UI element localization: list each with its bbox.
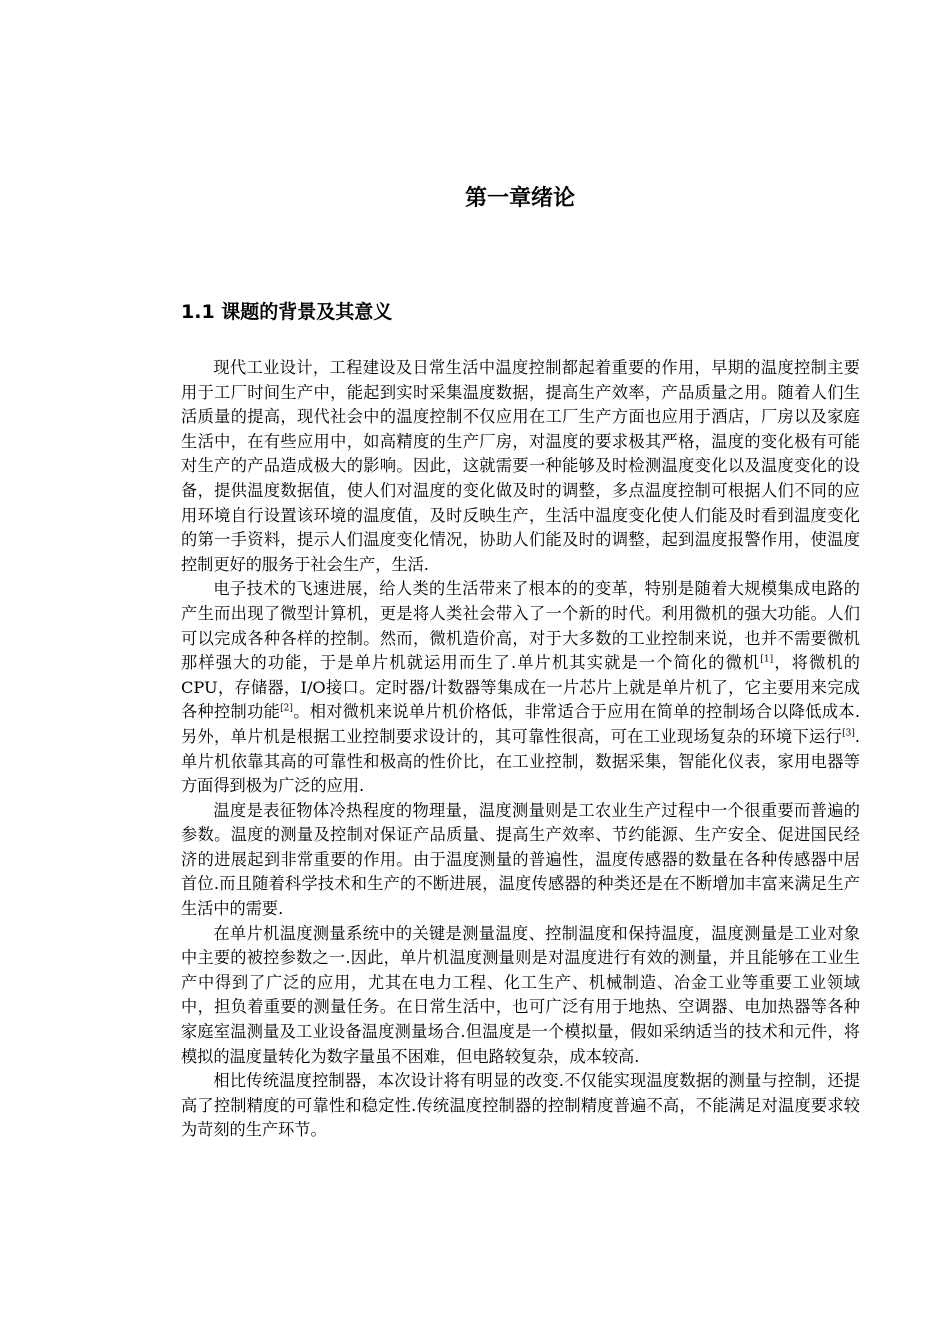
section-heading: 1.1 课题的背景及其意义: [181, 301, 393, 323]
paragraph-5: 相比传统温度控制器，本次设计将有明显的改变.不仅能实现温度数据的测量与控制，还提高了控制精度的可靠性和稳定性.传统温度控制器的控制精度普遍不高，不能满足对温度要求较为苛刻的生产环节。: [181, 1071, 860, 1140]
citation-2: [2]: [280, 704, 293, 715]
paragraph-2-text-a: 电子技术的飞速进展，给人类的生活带来了根本的的变革，特别是随着大规模集成电路的产生而出现了微型计算机，更是将人类社会带入了一个新的时代。利用微机的强大功能。人们可以完成各种各样的控制。然而，微机造价高，对于大多数的工业控制来说，也并不需要微机那样强大的功能，于是单片机就运用而生了.单片机其实就是一个简化的微机: [181, 579, 860, 673]
paragraph-4: 在单片机温度测量系统中的关键是测量温度、控制温度和保持温度，温度测量是工业对象中主要的被控参数之一.因此，单片机温度测量则是对温度进行有效的测量，并且能够在工业生产中得到了广泛的应用，尤其在电力工程、化工生产、机械制造、冶金工业等重要工业领域中，担负着重要的测量任务。在日常生活中，也可广泛有用于地热、空调器、电加热器等各种家庭室温测量及工业设备温度测量场合.但温度是一个模拟量，假如采纳适当的技术和元件，将模拟的温度量转化为数字量虽不困难，但电路较复杂，成本较高.: [181, 923, 860, 1066]
chapter-title: 第一章绪论: [464, 186, 575, 211]
citation-3: [3]: [842, 728, 855, 739]
citation-1: [1]: [760, 654, 774, 665]
paragraph-3: 温度是表征物体冷热程度的物理量，温度测量则是工农业生产过程中一个很重要而普遍的参数。温度的测量及控制对保证产品质量、提高生产效率、节约能源、生产安全、促进国民经济的进展起到非常重要的作用。由于温度测量的普遍性，温度传感器的数量在各种传感器中居首位.而且随着科学技术和生产的不断进展，温度传感器的种类还是在不断增加丰富来满足生产生活中的需要.: [181, 800, 860, 919]
body-text: [181, 356, 860, 1143]
paragraph-1: 现代工业设计，工程建设及日常生活中温度控制都起着重要的作用，早期的温度控制主要用于工厂时间生产中，能起到实时采集温度数据，提高生产效率，产品质量之用。随着人们生活质量的提高，现代社会中的温度控制不仅应用在工厂生产方面也应用于酒店，厂房以及家庭生活中，在有些应用中，如高精度的生产厂房，对温度的要求极其严格，温度的变化极有可能对生产的产品造成极大的影响。因此，这就需要一种能够及时检测温度变化以及温度变化的设备，提供温度数据值，使人们对温度的变化做及时的调整，多点温度控制可根据人们不同的应用环境自行设置该环境的温度值，及时反映生产，生活中温度变化使人们能及时看到温度变化的第一手资料，提示人们温度变化情况，协助人们能及时的调整，起到温度报警作用，使温度控制更好的服务于社会生产，生活.: [181, 358, 860, 574]
paragraph-2-text-d: .单片机依靠其高的可靠性和极高的性价比，在工业控制，数据采集，智能化仪表，家用电器等方面得到极为广泛的应用.: [181, 726, 860, 796]
paragraph-2: [181, 577, 860, 798]
paragraph-2-text-c: 。相对微机来说单片机价格低，非常适合于应用在简单的控制场合以降低成本.另外，单片机是根据工业控制要求设计的，其可靠性很高，可在工业现场复杂的环境下运行: [181, 702, 860, 746]
paragraph-2-text-b: ，将微机的CPU，存储器，I/O接口。定时器/计数器等集成在一片芯片上就是单片机了，它主要用来完成各种控制功能: [181, 653, 860, 722]
